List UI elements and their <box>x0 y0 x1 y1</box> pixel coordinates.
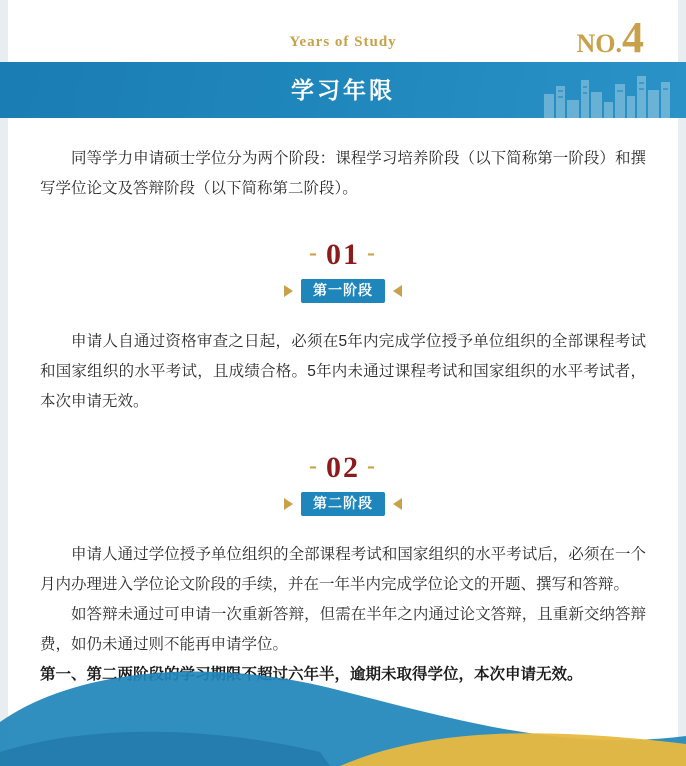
stage-marker-02 <box>0 450 686 516</box>
footer-decoration <box>0 666 686 766</box>
stage-number-01-value: 01 <box>326 238 360 271</box>
stage-label-01: 第一阶段 <box>301 279 385 303</box>
stage-marker-01 <box>0 240 686 303</box>
stage-02-note: 第一、第二两阶段的学习期限不超过六年半，逾期未取得学位，本次申请无效。 <box>40 665 583 683</box>
dash-right-icon: - <box>367 240 377 266</box>
stage-label-row-02 <box>0 492 686 516</box>
dash-left-icon: - <box>309 240 319 266</box>
triangle-left-icon <box>393 285 402 297</box>
stage-01-paragraph-1: 申请人自通过资格审查之日起，必须在5年内完成学位授予单位组织的全部课程考试和国家组织的水平考试，且成绩合格。5年内未通过课程考试和国家组织的水平考试者，本次申请无效。 <box>40 332 646 410</box>
stage-number-02 <box>0 450 686 484</box>
stage-number-02-value: 02 <box>326 450 360 484</box>
eyebrow-text: Years of Study <box>289 34 397 50</box>
banner-title: 学习年限 <box>291 77 395 103</box>
document-content <box>0 118 686 690</box>
stage-label-row-01 <box>0 279 686 303</box>
stage-label-02: 第二阶段 <box>301 492 385 516</box>
triangle-right-icon <box>284 498 293 510</box>
intro-paragraph: 同等学力申请硕士学位分为两个阶段：课程学习培养阶段（以下简称第一阶段）和撰写学位论文及答辩阶段（以下简称第二阶段）。 <box>40 150 646 197</box>
dash-left-icon: - <box>309 452 319 479</box>
dash-right-icon: - <box>367 452 377 479</box>
title-banner <box>0 62 686 118</box>
stage-02-paragraph-1: 申请人通过学位授予单位组织的全部课程考试和国家组织的水平考试后，必须在一个月内办理进入学位论文阶段的手续，并在一年半内完成学位论文的开题、撰写和答辩。 <box>40 545 646 593</box>
footer-wave-graphic <box>0 666 686 766</box>
header <box>0 0 686 118</box>
triangle-left-icon <box>393 498 402 510</box>
section-number-badge <box>576 13 645 62</box>
stage-number-01 <box>0 240 686 270</box>
section-number-value: 4 <box>622 13 644 62</box>
section-number-label: NO. <box>576 29 622 58</box>
triangle-right-icon <box>284 285 293 297</box>
stage-02-paragraph-2: 如答辩未通过可申请一次重新答辩，但需在半年之内通过论文答辩，且重新交纳答辩费，如仍未通过则不能再申请学位。 <box>40 605 646 653</box>
